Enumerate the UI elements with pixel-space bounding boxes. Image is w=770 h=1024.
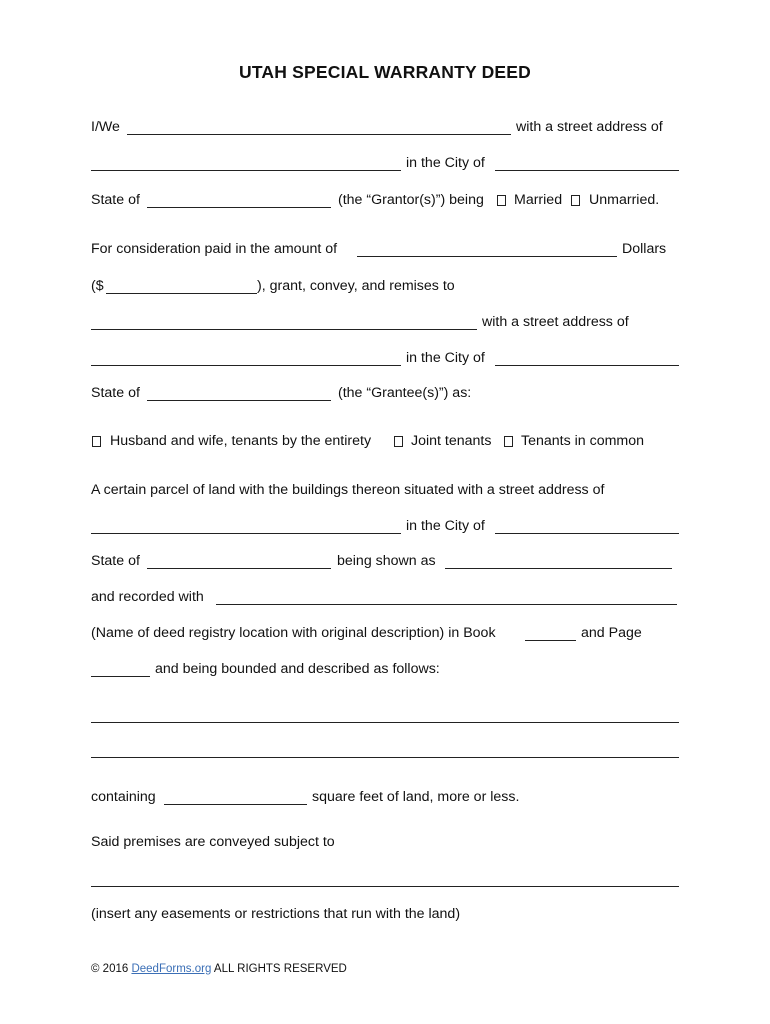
street-address-label: with a street address of <box>482 314 629 330</box>
easements-field[interactable] <box>91 886 679 887</box>
city-label: in the City of <box>406 350 485 366</box>
deedforms-link[interactable]: DeedForms.org <box>131 963 212 975</box>
state-label: State of <box>91 192 140 208</box>
i-we-label: I/We <box>91 119 120 135</box>
containing-label: containing <box>91 789 156 805</box>
grantor-city-field[interactable] <box>495 170 679 171</box>
square-feet-field[interactable] <box>164 804 307 805</box>
unmarried-label: Unmarried. <box>589 192 660 208</box>
recorded-with-label: and recorded with <box>91 589 204 605</box>
shown-as-label: being shown as <box>337 553 436 569</box>
joint-tenants-checkbox[interactable] <box>394 436 403 447</box>
street-address-label: with a street address of <box>516 119 663 135</box>
grantor-state-field[interactable] <box>147 207 331 208</box>
married-checkbox[interactable] <box>497 195 506 206</box>
rights-reserved-text: ALL RIGHTS RESERVED <box>211 963 347 975</box>
city-label: in the City of <box>406 155 485 171</box>
grantee-city-field[interactable] <box>495 365 679 366</box>
dollars-label: Dollars <box>622 241 667 257</box>
footer <box>91 963 347 975</box>
married-label: Married <box>514 192 563 208</box>
shown-as-field[interactable] <box>445 568 672 569</box>
consideration-amount-field[interactable] <box>106 293 257 294</box>
parcel-city-field[interactable] <box>495 533 679 534</box>
legal-description-line-2[interactable] <box>91 757 679 758</box>
page-label: and Page <box>581 625 642 641</box>
conveyed-subject-label: Said premises are conveyed subject to <box>91 834 335 850</box>
parcel-state-field[interactable] <box>147 568 331 569</box>
grantor-being-label: (the “Grantor(s)”) being <box>338 192 484 208</box>
book-field[interactable] <box>525 640 576 641</box>
state-label: State of <box>91 385 140 401</box>
grantor-street-address-field[interactable] <box>91 170 401 171</box>
easements-instruction-label: (insert any easements or restrictions that run with the land) <box>91 906 461 922</box>
grantee-street-address-field[interactable] <box>91 365 401 366</box>
parcel-description-label: A certain parcel of land with the buildings thereon situated with a street address of <box>91 482 605 498</box>
state-label: State of <box>91 553 140 569</box>
deed-registry-field[interactable] <box>216 604 677 605</box>
grantee-name-field[interactable] <box>91 329 477 330</box>
grant-convey-label: ), grant, convey, and remises to <box>257 278 455 294</box>
grantor-name-field[interactable] <box>127 134 511 135</box>
copyright-text: © 2016 <box>91 963 132 975</box>
registry-book-label: (Name of deed registry location with original description) in Book <box>91 625 496 641</box>
parcel-street-address-field[interactable] <box>91 533 401 534</box>
bounded-described-label: and being bounded and described as follows: <box>155 661 440 677</box>
square-feet-label: square feet of land, more or less. <box>312 789 520 805</box>
tenants-in-common-checkbox[interactable] <box>504 436 513 447</box>
legal-description-line-1[interactable] <box>91 722 679 723</box>
grantee-as-label: (the “Grantee(s)”) as: <box>338 385 472 401</box>
document-title: UTAH SPECIAL WARRANTY DEED <box>238 62 532 82</box>
tenants-by-entirety-checkbox[interactable] <box>92 436 101 447</box>
dollar-sign-label: ($ <box>91 278 104 294</box>
city-label: in the City of <box>406 518 485 534</box>
grantee-state-field[interactable] <box>147 400 331 401</box>
page-field[interactable] <box>91 676 150 677</box>
tenants-by-entirety-label: Husband and wife, tenants by the entirety <box>110 433 372 449</box>
tenants-in-common-label: Tenants in common <box>521 433 645 449</box>
consideration-words-field[interactable] <box>357 256 617 257</box>
consideration-label: For consideration paid in the amount of <box>91 241 338 257</box>
unmarried-checkbox[interactable] <box>571 195 580 206</box>
joint-tenants-label: Joint tenants <box>411 433 492 449</box>
